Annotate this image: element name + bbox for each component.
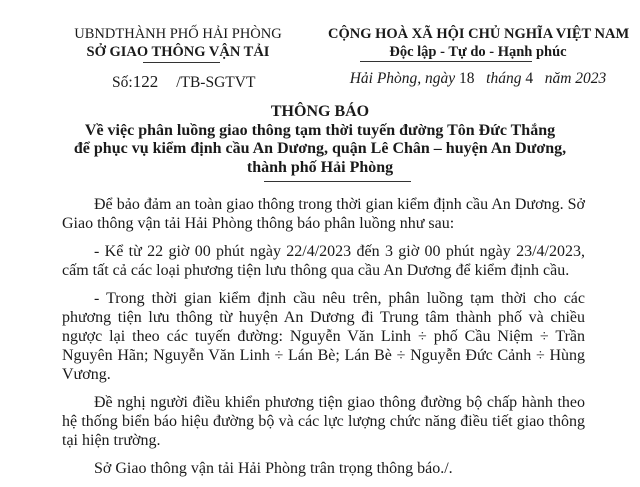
national-title: CỘNG HOÀ XÃ HỘI CHỦ NGHĨA VIỆT NAM [328,26,630,42]
body-paragraph-intro: Để bảo đảm an toàn giao thông trong thời gian kiểm định cầu An Dương. Sở Giao thông vận tải Hải Phòng thông báo phân luồng như sau: [62,196,585,232]
notice-title-block [40,103,600,177]
issuing-department: SỞ GIAO THÔNG VẬN TẢI [86,44,270,60]
date-year: năm 2023 [544,70,607,87]
date-month: 4 [525,70,534,87]
date-place: Hải Phòng, ngày [349,70,456,87]
issuing-authority: UBNDTHÀNH PHỐ HẢI PHÒNG [74,26,282,42]
notice-body [62,195,585,487]
motto-underline [360,61,532,62]
notice-subject-line-2: để phục vụ kiểm định cầu An Dương, quận Lê Chân – huyện An Dương, [73,140,567,157]
date-month-label: tháng [486,70,522,87]
notice-subject-line-1: Về việc phân luồng giao thông tạm thời tuyến đường Tôn Đức Thắng [84,121,556,139]
body-paragraph-closing: Sở Giao thông vận tải Hải Phòng trân trọng thông báo./. [94,460,453,477]
body-paragraph-request: Đề nghị người điều khiển phương tiện giao thông đường bộ chấp hành theo hệ thống biển báo hiệu đường bộ và các lực lượng chức năng điều tiết giao thông tại hiện trường. [62,394,585,449]
issue-date [328,70,628,88]
notice-heading: THÔNG BÁO [270,103,370,120]
number-suffix: /TB-SGTVT [176,74,256,91]
number-value: 122 [132,72,159,91]
national-motto: Độc lập - Tự do - Hạnh phúc [389,44,567,60]
date-day: 18 [459,70,475,87]
title-underline [264,181,411,182]
body-paragraph-diversion: - Trong thời gian kiểm định cầu nêu trên, phân luồng tạm thời cho các phương tiện lưu thông từ huyện An Dương đi Trung tâm thành phố và chiều ngược lại theo các tuyến đường: Nguyễn Văn Linh ÷ phố Cầu Niệm ÷ Trần Nguyên Hãn; Nguyễn Văn Linh ÷ Lán Bè; Lán Bè ÷ Nguyễn Đức Cảnh ÷ Hùng Vương. [62,290,585,383]
notice-subject-line-3: thành phố Hải Phòng [246,158,394,176]
number-label: Số: [112,74,133,91]
document-number [112,72,255,92]
body-paragraph-ban: - Kể từ 22 giờ 00 phút ngày 22/4/2023 đến 3 giờ 00 phút ngày 23/4/2023, cấm tất cả các loại phương tiện lưu thông qua cầu An Dương để kiểm định cầu. [62,243,585,279]
department-underline [143,62,220,63]
